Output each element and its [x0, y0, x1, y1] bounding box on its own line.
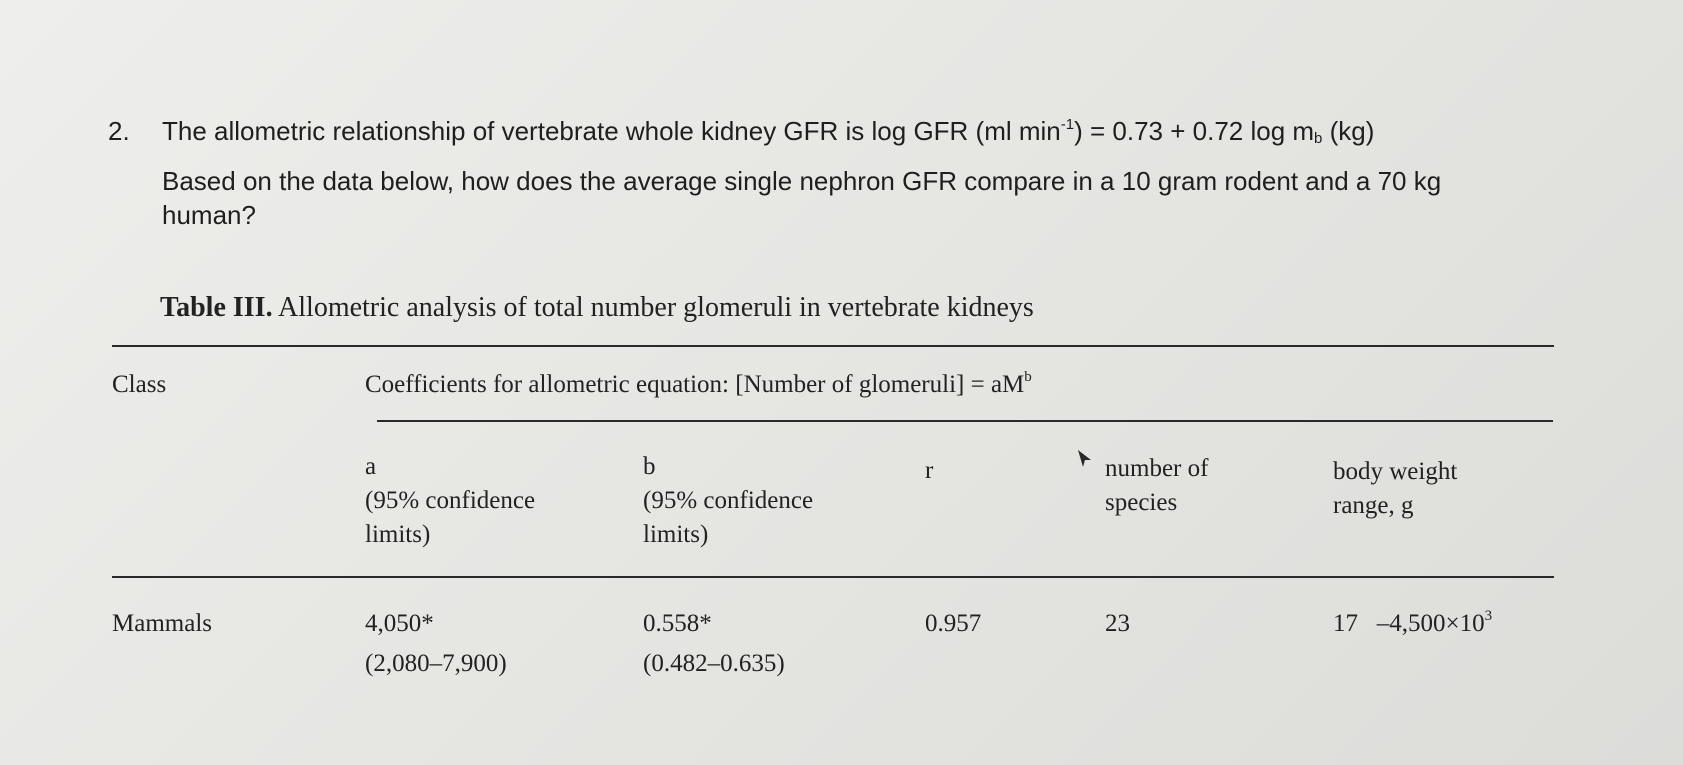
table-title: Table III. Allometric analysis of total number glomeruli in vertebrate kidneys — [160, 292, 1034, 323]
question-line-2: Based on the data below, how does the average single nephron GFR compare in a 10 gram rodent and a 70 kg — [162, 166, 1442, 196]
row-species-value: 23 — [1105, 610, 1130, 637]
col-header-weight: body weight range, g — [1333, 458, 1458, 519]
cursor-arrow-icon — [1076, 448, 1094, 470]
question-number: 2. — [108, 116, 130, 146]
col-header-b: b (95% confidence limits) — [643, 453, 814, 548]
row-r-value: 0.957 — [925, 610, 982, 637]
col-header-a: a (95% confidence limits) — [365, 453, 536, 548]
question-line-3: human? — [162, 200, 256, 230]
row-weight-range: 17 $-4,500\times 10^3$ — [1333, 608, 1493, 637]
row-b-value: 0.558* (0.482–0.635) — [643, 610, 785, 677]
table-top-rule — [112, 345, 1554, 347]
coefficients-header: Coefficients for allometric equation: [Number of glomeruli] = $aM^b$ — [365, 369, 1032, 398]
row-class-mammals: Mammals — [112, 610, 212, 637]
class-header: Class — [112, 371, 167, 398]
coeff-header-rule — [377, 420, 1553, 422]
header-bottom-rule — [112, 576, 1554, 578]
question-line-1: The allometric relationship of vertebrate whole kidney GFR is log GFR (ml $\min^{-1}) = 0.73 + 0.72$ $\log m_b$ (kg) — [162, 116, 1375, 147]
row-a-value: 4,050* (2,080–7,900) — [365, 610, 507, 677]
col-header-species: number of species — [1105, 455, 1209, 516]
col-header-r: r — [925, 457, 934, 484]
